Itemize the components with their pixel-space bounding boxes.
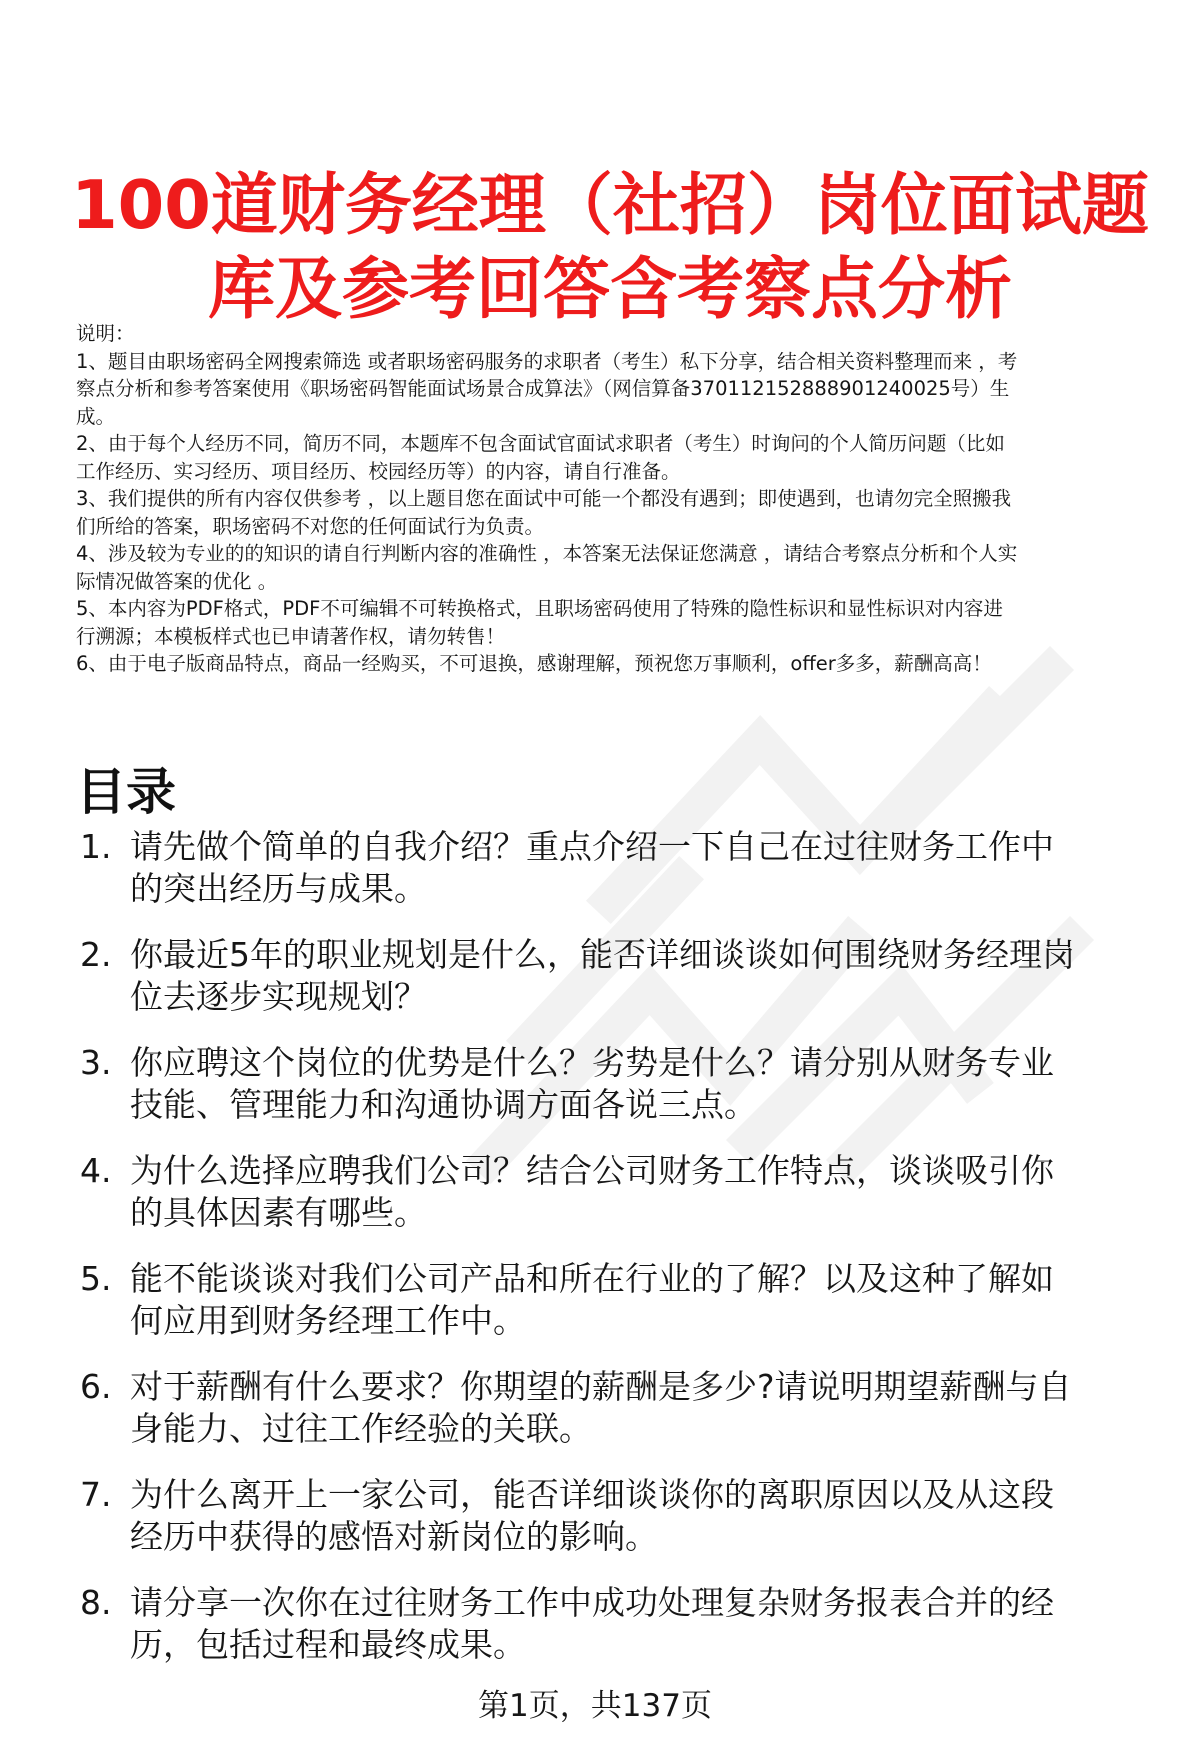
title-line-2: 库及参考回答含考察点分析 [208, 249, 1012, 328]
toc-item-number: 6. [80, 1367, 112, 1406]
toc-item[interactable] [76, 1582, 1166, 1666]
notes-section [76, 320, 1166, 678]
toc-item-text: 何应用到财务经理工作中。 [130, 1301, 526, 1340]
toc-item-number: 8. [80, 1583, 112, 1622]
notes-line: 4、涉及较为专业的的知识的请自行判断内容的准确性 ，本答案无法保证您满意 ，请结合考察点分析和个人实 [76, 542, 1018, 565]
notes-line: 际情况做答案的优化 。 [76, 569, 278, 593]
notes-line: 3、我们提供的所有内容仅供参考 ，以上题目您在面试中可能一个都没有遇到；即使遇到，也请勿完全照搬我 [76, 487, 1012, 510]
notes-line: 2、由于每个人经历不同，简历不同，本题库不包含面试官面试求职者（考生）时询问的个人简历问题（比如 [76, 432, 1005, 455]
toc-item-text: 为什么离开上一家公司，能否详细谈谈你的离职原因以及从这段 [130, 1475, 1054, 1514]
toc-item[interactable] [76, 826, 1166, 910]
toc-heading: 目录 [76, 762, 176, 821]
toc-item-text: 你最近5年的职业规划是什么，能否详细谈谈如何围绕财务经理岗 [130, 935, 1075, 974]
toc-item-number: 1. [80, 827, 112, 866]
toc-item-text: 你应聘这个岗位的优势是什么？劣势是什么？请分别从财务专业 [130, 1043, 1054, 1082]
toc-item-text: 身能力、过往工作经验的关联。 [130, 1409, 592, 1448]
toc-item[interactable] [76, 1258, 1166, 1342]
toc-item-number: 4. [80, 1151, 112, 1190]
notes-line: 5、本内容为PDF格式，PDF不可编辑不可转换格式，且职场密码使用了特殊的隐性标识和显性标识对内容进 [76, 597, 1003, 620]
notes-line: 察点分析和参考答案使用《职场密码智能面试场景合成算法》（网信算备370112152888901240025号）生 [76, 377, 1010, 400]
toc-item[interactable] [76, 1042, 1166, 1126]
notes-line: 1、题目由职场密码全网搜索筛选 或者职场密码服务的求职者（考生）私下分享，结合相关资料整理而来 ，考 [76, 349, 1018, 373]
page-number: 第1页，共137页 [478, 1688, 712, 1724]
toc-item-number: 3. [80, 1043, 112, 1082]
notes-line: 们所给的答案，职场密码不对您的任何面试行为负责。 [76, 514, 545, 538]
toc-item-text: 请先做个简单的自我介绍？重点介绍一下自己在过往财务工作中 [130, 827, 1054, 866]
toc-item[interactable] [76, 1474, 1166, 1558]
toc-item-text: 请分享一次你在过往财务工作中成功处理复杂财务报表合并的经 [130, 1583, 1054, 1622]
toc-item-number: 5. [80, 1259, 112, 1298]
toc-item[interactable] [76, 934, 1166, 1018]
toc-list [76, 826, 1166, 1690]
toc-item[interactable] [76, 1366, 1166, 1450]
toc-item-text: 为什么选择应聘我们公司？结合公司财务工作特点，谈谈吸引你 [130, 1151, 1054, 1190]
toc-item-number: 2. [80, 935, 112, 974]
toc-item-text: 技能、管理能力和沟通协调方面各说三点。 [130, 1085, 757, 1124]
notes-line: 工作经历、实习经历、项目经历、校园经历等）的内容，请自行准备。 [76, 459, 681, 483]
toc-item-text: 的具体因素有哪些。 [130, 1193, 427, 1232]
notes-line: 行溯源；本模板样式也已申请著作权，请勿转售！ [76, 624, 506, 648]
toc-item-text: 对于薪酬有什么要求？你期望的薪酬是多少?请说明期望薪酬与自 [130, 1367, 1072, 1406]
toc-item-text: 能不能谈谈对我们公司产品和所在行业的了解？以及这种了解如 [130, 1259, 1054, 1298]
toc-item-number: 7. [80, 1475, 112, 1514]
toc-item-text: 经历中获得的感悟对新岗位的影响。 [130, 1517, 658, 1556]
notes-line: 6、由于电子版商品特点，商品一经购买，不可退换，感谢理解，预祝您万事顺利，offer多多，薪酬高高！ [76, 652, 992, 675]
notes-line: 成。 [76, 404, 116, 428]
toc-item[interactable] [76, 1150, 1166, 1234]
title-line-1: 100道财务经理（社招）岗位面试题 [71, 165, 1149, 244]
notes-heading: 说明： [76, 322, 135, 345]
toc-item-text: 的突出经历与成果。 [130, 869, 427, 908]
toc-item-text: 位去逐步实现规划？ [130, 977, 427, 1016]
toc-item-text: 历，包括过程和最终成果。 [130, 1625, 526, 1664]
document-title [60, 163, 1160, 331]
